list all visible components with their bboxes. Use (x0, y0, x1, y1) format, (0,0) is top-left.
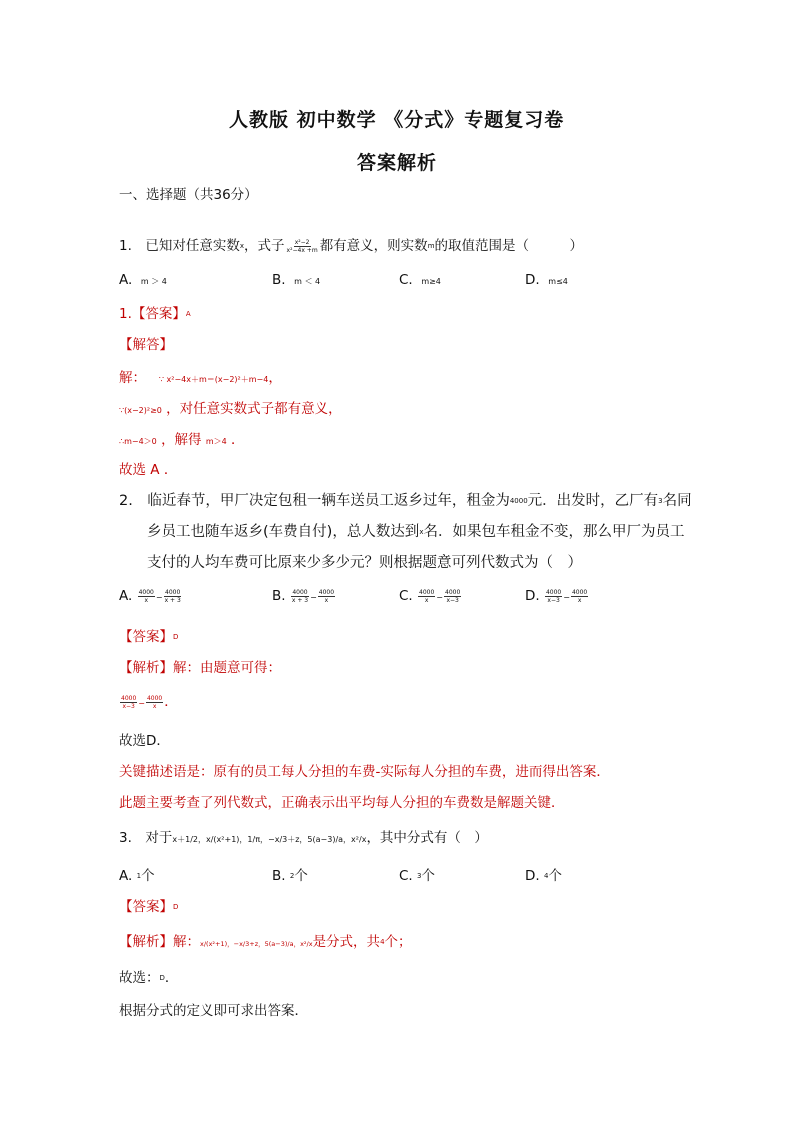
question-1-stem (119, 234, 583, 254)
q1-option-b: B. m ＜ 4 (272, 272, 321, 288)
q3-option-c: C. 3个 (399, 868, 435, 884)
q2-key-note: 关键描述语是：原有的员工每人分担的车费-实际每人分担的车费，进而得出答案． (119, 764, 610, 780)
q2-option-c: C. $\frac{4000}{x}$ − $\frac{4000}{x-3}$ (399, 588, 461, 604)
q1-var-x: x (239, 242, 245, 250)
q2-answer: 【答案】D (119, 629, 179, 645)
question-2-line2: 乡员工也随车返乡(车费自付)，总人数达到x名．如果包车租金不变，那么甲厂为员工 (147, 524, 685, 540)
question-3-stem: 3. 对于x＋1/2，x/(x²+1)，1/π，−x/3＋z，5(a−3)/a，x²/x，其中分式有（ ） (119, 830, 488, 846)
q1-option-a: A. m ＞ 4 (119, 272, 167, 288)
q1-conclusion: 故选 A ． (119, 462, 178, 478)
q3-conclusion: 故选：D． (119, 970, 179, 986)
q1-option-d: D. m≤4 (525, 272, 568, 288)
q2-option-a: A. $\frac{4000}{x}$ − $\frac{4000}{x + 3}$ (119, 588, 181, 604)
q3-expression-list: x＋1/2，x/(x²+1)，1/π，−x/3＋z，5(a−3)/a，x²/x (172, 835, 367, 844)
page-title: 人教版 初中数学 《分式》专题复习卷 (229, 109, 565, 131)
q1-option-c: C. m≥4 (399, 272, 441, 288)
q3-option-a: A. 1个 (119, 868, 155, 884)
q2-summary: 此题主要考查了列代数式，正确表示出平均每人分担的车费数是解题关键． (119, 795, 565, 811)
q1-text-pre: 1. 已知对任意实数 (119, 238, 240, 254)
q2-result: $\frac{4000}{x-3}$ − $\frac{4000}{x}$ ． (121, 694, 178, 710)
q1-answer: 1.【答案】A (119, 306, 191, 322)
q1-explain-label: 【解答】 (119, 337, 173, 353)
question-2-line1: 2. 临近春节，甲厂决定包租一辆车送员工返乡过年，租金为4000元．出发时，乙厂有3名同 (119, 493, 692, 509)
q1-var-m: m (427, 242, 435, 250)
q1-explain-line1: 解： ∵ x²−4x＋m＝(x−2)²＋m−4， (119, 370, 282, 386)
q2-explain: 【解析】解：由题意可得： (119, 660, 281, 676)
q1-text-post1: 都有意义，则实数 (319, 238, 428, 254)
q2-option-d: D. $\frac{4000}{x-3}$ − $\frac{4000}{x}$ (525, 588, 588, 604)
q1-text-post2: 的取值范围是（ ） (434, 238, 584, 254)
q2-option-b: B. $\frac{4000}{x + 3}$ − $\frac{4000}{x}$ (272, 588, 335, 604)
q3-final-note: 根据分式的定义即可求出答案． (119, 1003, 308, 1019)
q1-frac-num: x²−2 (294, 238, 310, 246)
q1-text-mid: ，式子 (244, 238, 285, 254)
q1-explain-line2: ∵(x−2)²≥0 ，对任意实数式子都有意义， (119, 401, 342, 417)
q3-option-d: D. 4个 (525, 868, 562, 884)
q1-fraction (286, 239, 319, 254)
q1-frac-den: x²−4x +m (286, 246, 318, 254)
q1-explain-line3: ∴m−4＞0 ，解得 m＞4 ． (119, 432, 245, 448)
section-heading: 一、选择题（共36分） (119, 187, 258, 203)
q3-option-b: B. 2个 (272, 868, 308, 884)
question-2-line3: 支付的人均车费可比原来少多少元？则根据题意可列代数式为（ ） (147, 555, 582, 571)
page-subtitle: 答案解析 (357, 152, 438, 174)
q3-explain: 【解析】解：x/(x²+1)，−x/3+z，5(a−3)/a，x²/x是分式，共4个； (119, 934, 412, 950)
q2-conclusion: 故选D． (119, 733, 170, 749)
q3-answer: 【答案】D (119, 899, 179, 915)
